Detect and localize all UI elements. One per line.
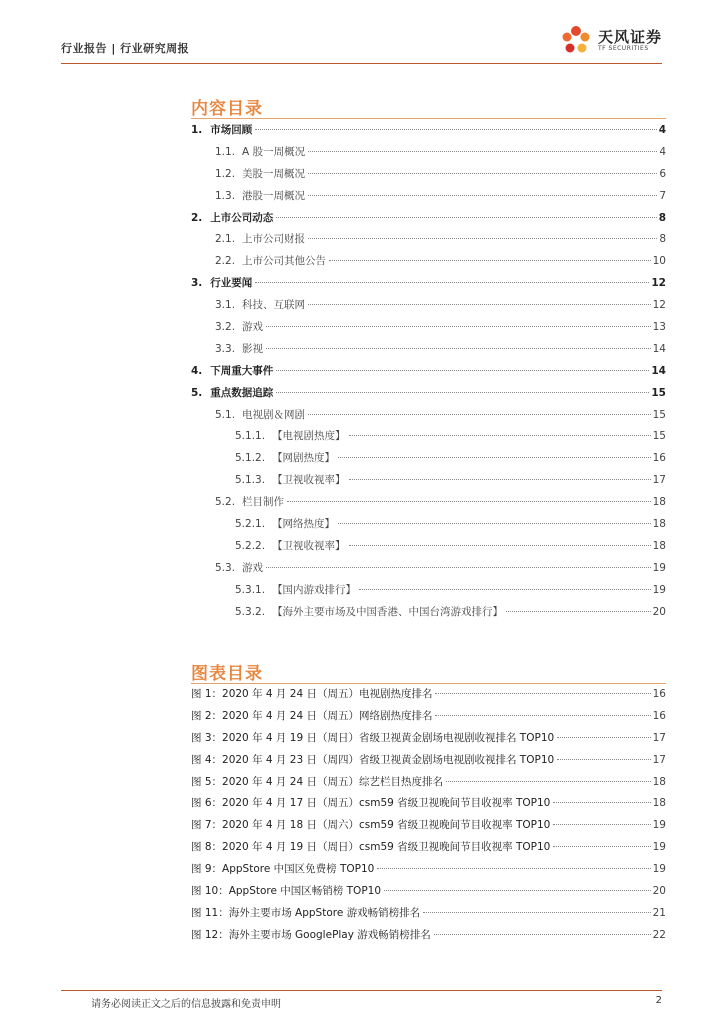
toc-entry-page: 15 — [652, 430, 666, 443]
dot-leader — [308, 195, 657, 196]
dot-leader — [329, 260, 651, 261]
toc-entry-title: 栏目制作 — [242, 496, 285, 509]
dot-leader — [506, 611, 651, 612]
figure-entry-page: 18 — [652, 775, 666, 788]
toc-entry[interactable] — [191, 407, 666, 429]
dot-leader — [446, 781, 651, 782]
dot-leader — [377, 868, 650, 869]
figure-entry[interactable] — [191, 795, 666, 817]
toc-entry[interactable] — [191, 144, 666, 166]
toc-entry-page: 20 — [652, 605, 666, 618]
toc-title: 内容目录 — [191, 99, 263, 119]
figure-entry[interactable] — [191, 861, 666, 883]
toc-entry[interactable] — [191, 472, 666, 494]
toc-entry-title: 影视 — [242, 342, 264, 355]
toc-entry-number: 2.2. — [215, 255, 236, 268]
dot-leader — [435, 693, 650, 694]
figure-entry-page: 19 — [652, 819, 666, 832]
toc-entry-title: 美股一周概况 — [242, 167, 306, 180]
dot-leader — [266, 348, 651, 349]
figure-entry-page: 20 — [652, 885, 666, 898]
toc-entry[interactable] — [191, 297, 666, 319]
toc-entry-title: 电视剧＆网剧 — [242, 408, 306, 421]
toc-entry-page: 17 — [652, 474, 666, 487]
toc-entry-title: 【卫视收视率】 — [272, 474, 346, 487]
toc-entry-number: 3. — [191, 277, 203, 290]
figure-entry[interactable] — [191, 686, 666, 708]
logo-english-name: TF SECURITIES — [597, 45, 649, 52]
figure-entry-title: 图 2：2020 年 4 月 24 日（周五）网络剧热度排名 — [191, 709, 433, 722]
toc-entry-page: 14 — [652, 342, 666, 355]
dot-leader — [349, 545, 651, 546]
toc-entry-title: 上市公司其他公告 — [242, 255, 327, 268]
dot-leader — [553, 846, 650, 847]
toc-entry-number: 5.1.1. — [235, 430, 266, 443]
toc-entry-number: 5.1.2. — [235, 452, 266, 465]
figure-entry[interactable] — [191, 839, 666, 861]
toc-entry-title: 科技、互联网 — [242, 299, 306, 312]
toc-entry-title: 【网络热度】 — [272, 518, 336, 531]
figure-entry-title: 图 12：海外主要市场 GooglePlay 游戏畅销榜排名 — [191, 928, 431, 941]
dot-leader — [255, 282, 649, 283]
toc-entry-number: 5.3.2. — [235, 605, 266, 618]
toc-entry-number: 1.2. — [215, 167, 236, 180]
toc-entry-page: 16 — [652, 452, 666, 465]
toc-entry-page: 18 — [652, 539, 666, 552]
figure-entry[interactable] — [191, 708, 666, 730]
toc-entry-number: 5.2.1. — [235, 518, 266, 531]
figure-entry-title: 图 3：2020 年 4 月 19 日（周日）省级卫视黄金剧场电视剧收视排名 TOP10 — [191, 731, 555, 744]
dot-leader — [557, 737, 650, 738]
toc-entry[interactable] — [191, 428, 666, 450]
toc-entry-page: 12 — [651, 277, 666, 290]
toc-entry-number: 3.1. — [215, 299, 236, 312]
toc-entry[interactable] — [191, 385, 666, 407]
toc-entry-page: 12 — [652, 299, 666, 312]
dot-leader — [308, 414, 651, 415]
dot-leader — [338, 523, 651, 524]
dot-leader — [255, 129, 656, 130]
dot-leader — [308, 151, 657, 152]
dot-leader — [338, 457, 651, 458]
toc-entry-page: 8 — [659, 233, 666, 246]
toc-entry-title: A 股一周概况 — [242, 145, 306, 158]
toc-entry-page: 6 — [659, 167, 666, 180]
dot-leader — [266, 567, 651, 568]
toc-entry[interactable] — [191, 166, 666, 188]
figure-entry-title: 图 6：2020 年 4 月 17 日（周五）csm59 省级卫视晚间节目收视率 TOP10 — [191, 797, 551, 810]
toc-entry[interactable] — [191, 582, 666, 604]
toc-entry-page: 18 — [652, 518, 666, 531]
toc-entry-number: 1. — [191, 124, 203, 136]
toc-entry-title: 【卫视收视率】 — [272, 539, 346, 552]
figure-entry-title: 图 5：2020 年 4 月 24 日（周五）综艺栏目热度排名 — [191, 775, 443, 788]
figure-entry-title: 图 4：2020 年 4 月 23 日（周四）省级卫视黄金剧场电视剧收视排名 TOP10 — [191, 753, 555, 766]
toc-entry[interactable] — [191, 341, 666, 363]
toc-entry-page: 8 — [658, 211, 666, 224]
toc-entry-title: 重点数据追踪 — [210, 386, 274, 399]
toc-entry-title: 【网剧热度】 — [272, 452, 336, 465]
toc-entry-page: 19 — [652, 561, 666, 574]
figure-entry-title: 图 9：AppStore 中国区免费榜 TOP10 — [191, 863, 375, 876]
figure-entry-title: 图 7：2020 年 4 月 18 日（周六）csm59 省级卫视晚间节目收视率 TOP10 — [191, 819, 551, 832]
dot-leader — [434, 934, 651, 935]
dot-leader — [423, 912, 650, 913]
toc-entry[interactable] — [191, 363, 666, 385]
figure-entry[interactable] — [191, 883, 666, 905]
toc-entry-number: 2. — [191, 211, 203, 224]
figure-entry-page: 16 — [652, 709, 666, 722]
toc-entry[interactable] — [191, 210, 666, 232]
toc-entry-title: 上市公司财报 — [242, 233, 306, 246]
figure-entry-page: 21 — [652, 906, 666, 919]
toc-entry[interactable] — [191, 253, 666, 275]
toc-entry-page: 4 — [658, 124, 666, 136]
toc-entry-number: 3.2. — [215, 321, 236, 334]
figure-entry-title: 图 1：2020 年 4 月 24 日（周五）电视剧热度排名 — [191, 688, 433, 700]
toc-entry-number: 1.1. — [215, 145, 236, 158]
toc-entry-title: 市场回顾 — [210, 124, 253, 136]
figure-entry-title: 图 11：海外主要市场 AppStore 游戏畅销榜排名 — [191, 906, 421, 919]
report-category: 行业报告 | 行业研究周报 — [61, 42, 190, 55]
dot-leader — [308, 238, 657, 239]
dot-leader — [553, 802, 650, 803]
toc-title-rule — [191, 118, 666, 119]
toc-entry[interactable] — [191, 319, 666, 341]
figure-entry-page: 19 — [652, 863, 666, 876]
figure-entry-title: 图 8：2020 年 4 月 19 日（周日）csm59 省级卫视晚间节目收视率 TOP10 — [191, 841, 551, 854]
toc-entry-title: 游戏 — [242, 321, 264, 334]
toc-entry-title: 【海外主要市场及中国香港、中国台湾游戏排行】 — [272, 605, 504, 618]
toc-entry[interactable] — [191, 538, 666, 560]
figure-entry[interactable] — [191, 927, 666, 949]
toc-entry[interactable] — [191, 494, 666, 516]
dot-leader — [553, 824, 650, 825]
figure-entry[interactable] — [191, 905, 666, 927]
toc-entry-number: 1.3. — [215, 189, 236, 202]
figure-list-title: 图表目录 — [191, 664, 263, 684]
toc-entry-number: 5.3. — [215, 561, 236, 574]
figure-entry[interactable] — [191, 752, 666, 774]
footer-divider — [61, 990, 662, 991]
dot-leader — [557, 759, 650, 760]
footer-disclaimer: 请务必阅读正文之后的信息披露和免责申明 — [91, 999, 281, 1010]
flower-logo-icon — [558, 23, 594, 59]
toc-entry-number: 3.3. — [215, 342, 236, 355]
brand-logo — [558, 22, 662, 60]
toc-entry[interactable] — [191, 275, 666, 297]
dot-leader — [349, 435, 651, 436]
toc-entry[interactable] — [191, 188, 666, 210]
toc-entry-number: 5. — [191, 386, 203, 399]
toc-entry[interactable] — [191, 516, 666, 538]
dot-leader — [266, 326, 651, 327]
figure-entry-page: 16 — [652, 688, 666, 700]
toc-entry[interactable] — [191, 231, 666, 253]
figure-entry-page: 18 — [652, 797, 666, 810]
toc-entry-number: 4. — [191, 364, 203, 377]
toc-entry-title: 行业要闻 — [210, 277, 253, 290]
figure-entry-page: 19 — [652, 841, 666, 854]
dot-leader — [359, 589, 651, 590]
toc-entry-title: 【国内游戏排行】 — [272, 583, 357, 596]
dot-leader — [435, 715, 650, 716]
dot-leader — [349, 479, 651, 480]
toc-entry-title: 上市公司动态 — [210, 211, 274, 224]
toc-entry-page: 18 — [652, 496, 666, 509]
page-number: 2 — [655, 995, 662, 1006]
toc-entry-number: 5.1. — [215, 408, 236, 421]
toc-entry-page: 14 — [651, 364, 666, 377]
figure-entry-page: 22 — [652, 928, 666, 941]
toc-entry-page: 4 — [659, 145, 666, 158]
figure-list — [191, 686, 666, 949]
figure-entry[interactable] — [191, 730, 666, 752]
figure-list-title-rule — [191, 683, 666, 684]
header-divider — [61, 63, 662, 64]
toc-entry[interactable] — [191, 604, 666, 626]
toc-entry-page: 15 — [652, 408, 666, 421]
dot-leader — [276, 392, 649, 393]
toc-entry[interactable] — [191, 122, 666, 144]
dot-leader — [276, 217, 656, 218]
toc-entry-title: 【电视剧热度】 — [272, 430, 346, 443]
toc-entry-title: 游戏 — [242, 561, 264, 574]
toc-entry-page: 19 — [652, 583, 666, 596]
toc-entry[interactable] — [191, 450, 666, 472]
table-of-contents — [191, 122, 666, 625]
toc-entry-number: 5.2. — [215, 496, 236, 509]
dot-leader — [384, 890, 651, 891]
toc-entry-page: 10 — [652, 255, 666, 268]
figure-entry-page: 17 — [652, 731, 666, 744]
toc-entry-title: 下周重大事件 — [210, 364, 274, 377]
figure-entry-page: 17 — [652, 753, 666, 766]
toc-entry-number: 2.1. — [215, 233, 236, 246]
dot-leader — [308, 304, 651, 305]
toc-entry-number: 5.1.3. — [235, 474, 266, 487]
toc-entry-number: 5.2.2. — [235, 539, 266, 552]
figure-entry[interactable] — [191, 774, 666, 796]
dot-leader — [276, 370, 649, 371]
figure-entry[interactable] — [191, 817, 666, 839]
toc-entry-page: 15 — [651, 386, 666, 399]
toc-entry-page: 7 — [659, 189, 666, 202]
dot-leader — [287, 501, 651, 502]
toc-entry-page: 13 — [652, 321, 666, 334]
dot-leader — [308, 173, 657, 174]
toc-entry[interactable] — [191, 560, 666, 582]
logo-chinese-name: 天风证券 — [597, 28, 662, 46]
toc-entry-title: 港股一周概况 — [242, 189, 306, 202]
toc-entry-number: 5.3.1. — [235, 583, 266, 596]
figure-entry-title: 图 10：AppStore 中国区畅销榜 TOP10 — [191, 885, 382, 898]
